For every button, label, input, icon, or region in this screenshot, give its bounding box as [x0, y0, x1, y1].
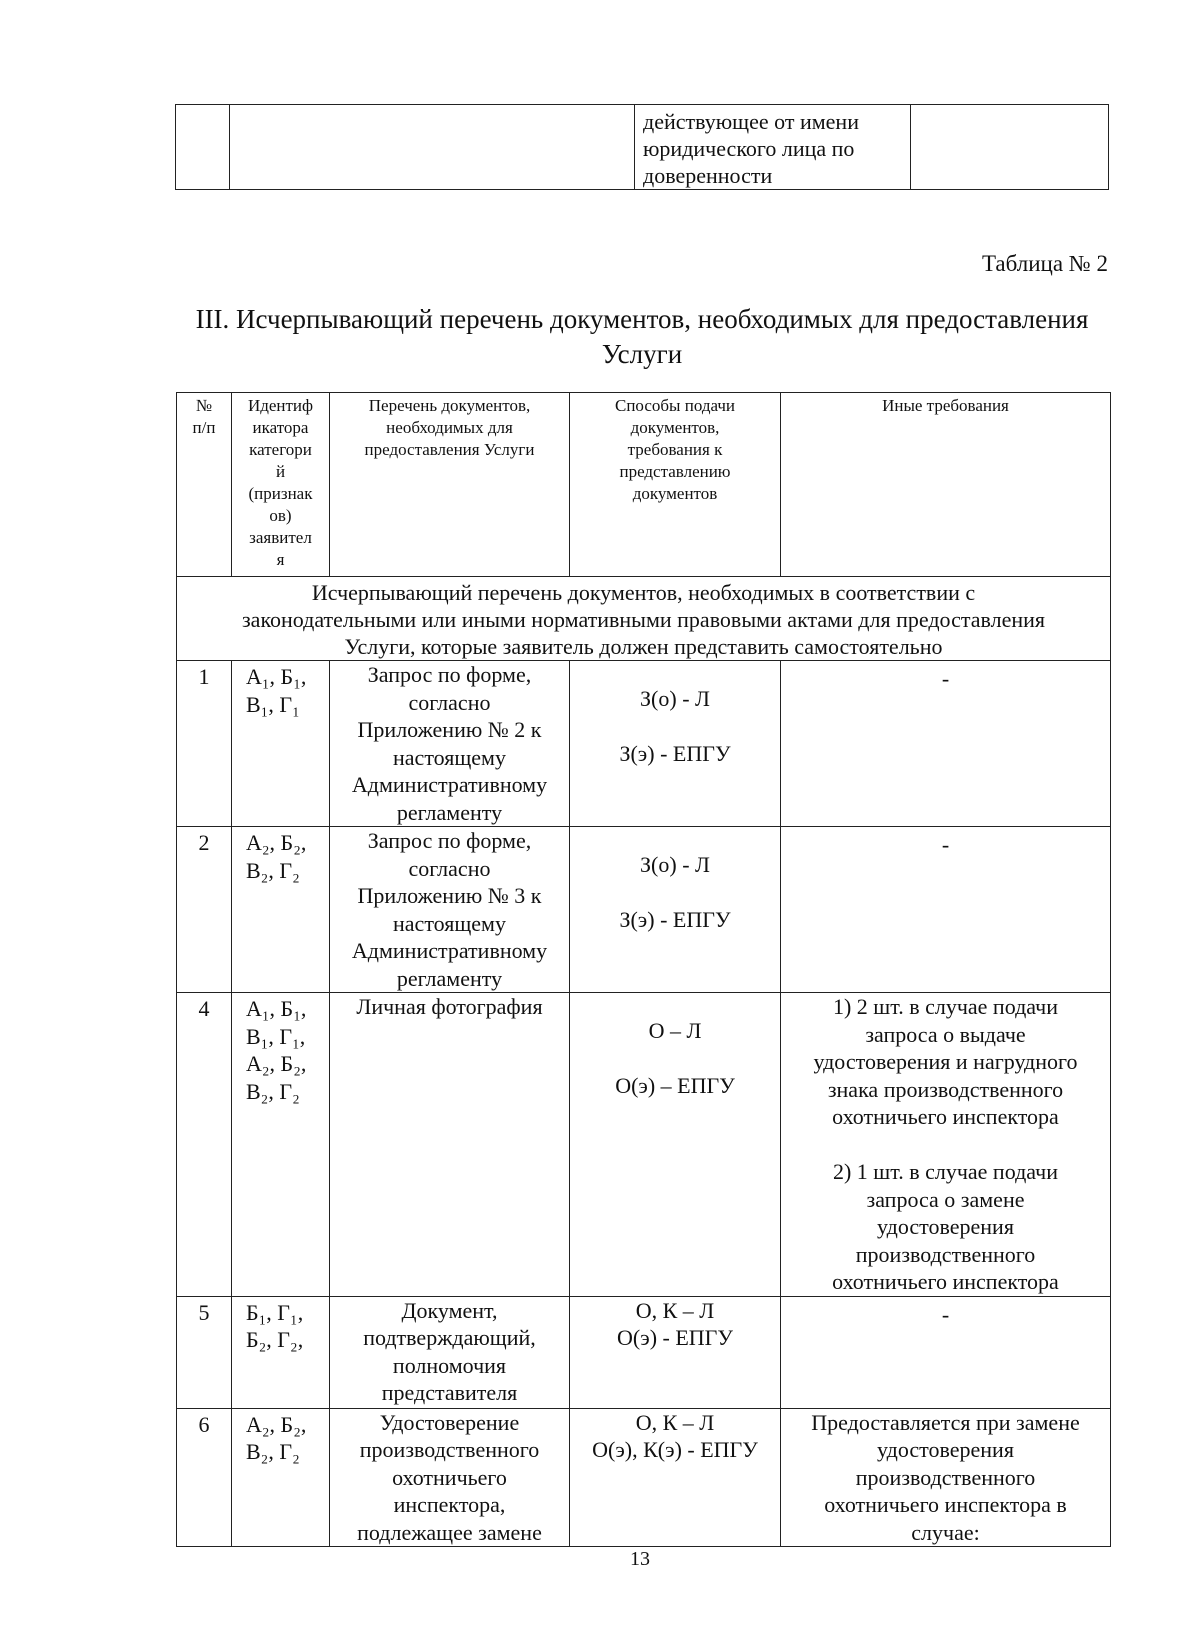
table-cell: [176, 105, 230, 190]
table-cell: действующее от имени юридического лица по доверенности: [635, 105, 911, 190]
row-other: Предоставляется при замене удостоверения производственного охотничьего инспектора в случае:: [781, 1408, 1111, 1547]
header-categories: Идентиф икатора категори й (признак ов) заявител я: [232, 393, 330, 577]
table-row: [177, 827, 1111, 993]
row-other: -: [781, 1296, 1111, 1408]
table-label: Таблица № 2: [981, 251, 1108, 276]
table-section-row: [177, 577, 1111, 661]
table-cell: [230, 105, 635, 190]
page-number: 13: [630, 1548, 650, 1570]
row-number: 2: [177, 827, 232, 993]
row-categories: А₁, Б₁, В₁, Г₁, А₂, Б₂, В₂, Г₂: [232, 993, 330, 1297]
table-row: [176, 105, 1109, 190]
row-categories: А₁, Б₁, В₁, Г₁: [232, 661, 330, 827]
table-cell: [911, 105, 1109, 190]
row-document: Документ, подтверждающий, полномочия представителя: [330, 1296, 570, 1408]
table-row: [177, 661, 1111, 827]
row-methods: О, К – Л О(э) - ЕПГУ: [570, 1296, 781, 1408]
row-methods: З(о) - Л З(э) - ЕПГУ: [570, 661, 781, 827]
row-number: 1: [177, 661, 232, 827]
header-number: № п/п: [177, 393, 232, 577]
header-methods: Способы подачи документов, требования к представлению документов: [570, 393, 781, 577]
row-other: -: [781, 661, 1111, 827]
row-categories: А₂, Б₂, В₂, Г₂: [232, 827, 330, 993]
table-row: [177, 1296, 1111, 1408]
row-document: Личная фотография: [330, 993, 570, 1297]
row-methods: О – Л О(э) – ЕПГУ: [570, 993, 781, 1297]
section-heading-cell: Исчерпывающий перечень документов, необходимых в соответствии с законодательными или иными нормативными правовыми актами для предоставления Услуги, которые заявитель должен представить самостоятельно: [177, 577, 1111, 661]
header-documents: Перечень документов, необходимых для предоставления Услуги: [330, 393, 570, 577]
row-number: 6: [177, 1408, 232, 1547]
row-methods: З(о) - Л З(э) - ЕПГУ: [570, 827, 781, 993]
table-row: [177, 993, 1111, 1297]
row-other: -: [781, 827, 1111, 993]
header-other-requirements: Иные требования: [781, 393, 1111, 577]
row-document: Запрос по форме, согласно Приложению № 2 к настоящему Административному регламенту: [330, 661, 570, 827]
row-document: Запрос по форме, согласно Приложению № 3 к настоящему Административному регламенту: [330, 827, 570, 993]
table-header-row: [177, 393, 1111, 577]
row-methods: О, К – Л О(э), К(э) - ЕПГУ: [570, 1408, 781, 1547]
row-document: Удостоверение производственного охотничьего инспектора, подлежащее замене: [330, 1408, 570, 1547]
section-title: III. Исчерпывающий перечень документов, необходимых для предоставления Услуги: [195, 304, 1089, 369]
row-number: 4: [177, 993, 232, 1297]
row-categories: Б₁, Г₁, Б₂, Г₂,: [232, 1296, 330, 1408]
table-row: [177, 1408, 1111, 1547]
continued-table-fragment: [175, 104, 1109, 190]
documents-table: [176, 392, 1111, 1547]
row-categories: А₂, Б₂, В₂, Г₂: [232, 1408, 330, 1547]
row-other: 1) 2 шт. в случае подачи запроса о выдаче удостоверения и нагрудного знака производственного охотничьего инспектора 2) 1 шт. в случае подачи запроса о замене удостоверения производственного охотничьего инспектора: [781, 993, 1111, 1297]
row-number: 5: [177, 1296, 232, 1408]
